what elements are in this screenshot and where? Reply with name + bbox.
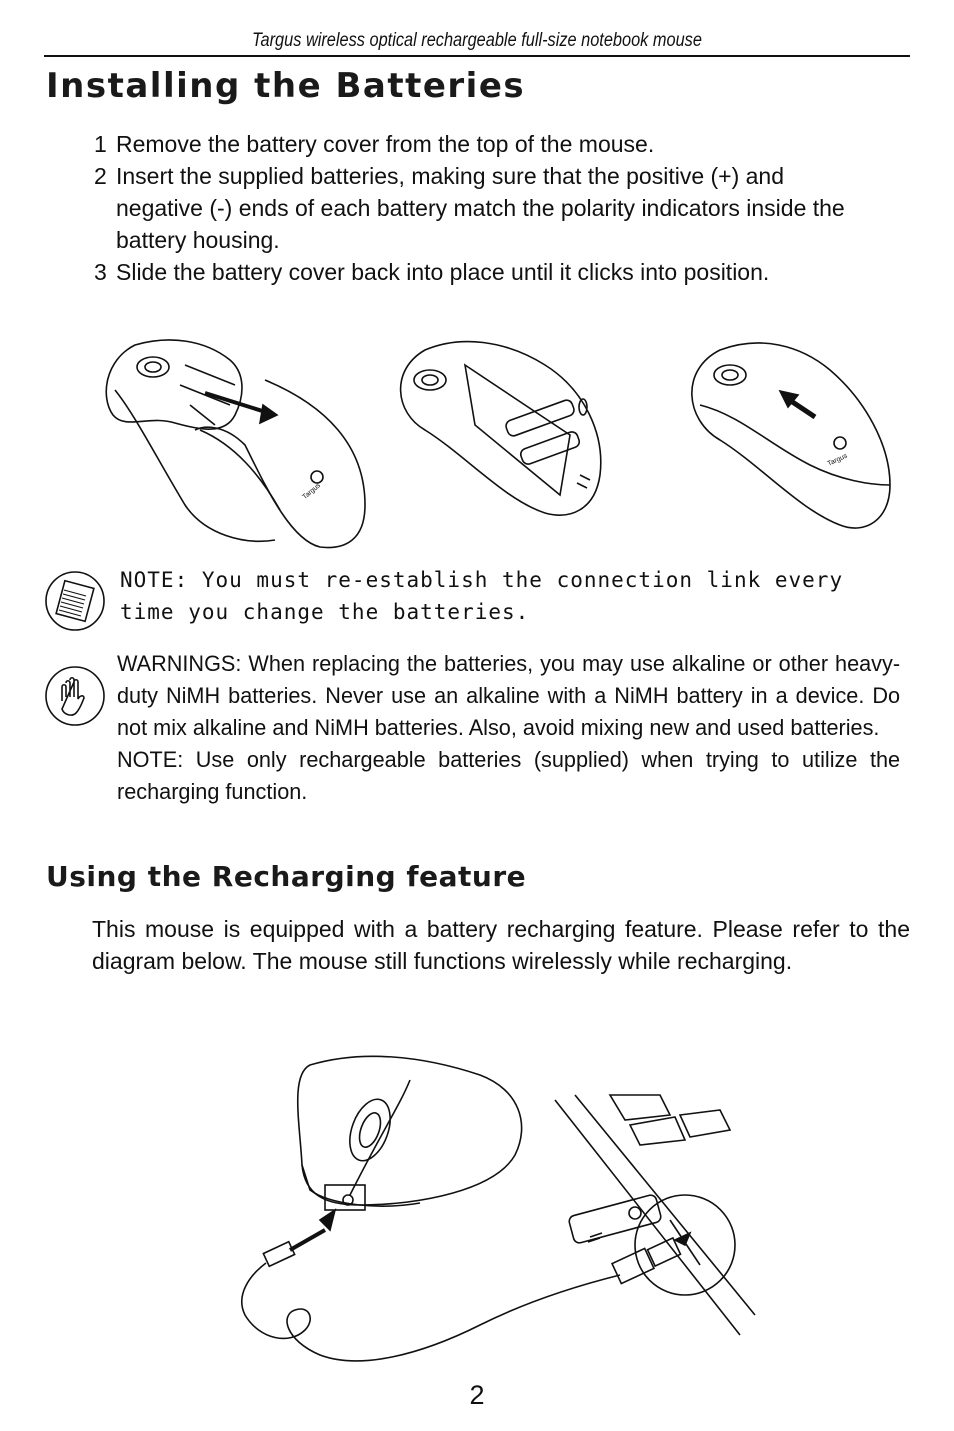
step-text: Remove the battery cover from the top of the mouse. (116, 131, 655, 157)
step-number: 3 (94, 259, 107, 285)
step-number: 1 (94, 131, 107, 157)
step-number: 2 (94, 163, 107, 189)
charging-cable-drawing (242, 1230, 690, 1361)
header-rule (44, 55, 910, 57)
recharge-note-text: NOTE: Use only rechargeable batteries (supplied) when trying to utilize the recharging function. (117, 747, 901, 804)
warnings-block (117, 648, 900, 808)
mouse-drawing (298, 1056, 522, 1230)
running-header: Targus wireless optical rechargeable full-size notebook mouse (252, 30, 702, 51)
step-item (94, 256, 894, 288)
laptop-and-receiver-drawing (555, 1095, 755, 1335)
step-item (94, 128, 894, 160)
mouse-batteries-inserted-drawing (401, 342, 601, 516)
mouse-cover-removed-drawing (106, 340, 365, 548)
step-text: Insert the supplied batteries, making sure that the positive (+) and negative (-) ends of each battery match the polarity indicators inside the battery housing. (116, 163, 845, 253)
section-title-installing-batteries: Installing the Batteries (46, 66, 526, 106)
install-steps-list (94, 128, 894, 288)
brand-label: Targus (301, 482, 323, 502)
step-text: Slide the battery cover back into place until it clicks into position. (116, 259, 770, 285)
note-icon (44, 570, 106, 632)
brand-label: Targus (826, 452, 849, 468)
page-number: 2 (469, 1380, 485, 1410)
step-item (94, 160, 894, 256)
stop-hand-icon (44, 665, 106, 727)
recharging-intro-text: This mouse is equipped with a battery recharging feature. Please refer to the diagram below. The mouse still functions wirelessly while recharging. (92, 916, 910, 974)
battery-install-illustration (95, 335, 905, 565)
mouse-cover-replaced-drawing (692, 343, 890, 528)
section-title-recharging: Using the Recharging feature (46, 860, 527, 893)
warnings-text: WARNINGS: When replacing the batteries, you may use alkaline or other heavy-duty NiMH batteries. Never use an alkaline with a NiMH battery in a device. Do not mix alkaline and NiMH batteries. Also, avoid mixing new and used batteries. (117, 651, 901, 740)
recharging-illustration (230, 1045, 760, 1375)
note-reconnect: NOTE: You must re-establish the connection link every time you change the batteries. (120, 568, 844, 624)
